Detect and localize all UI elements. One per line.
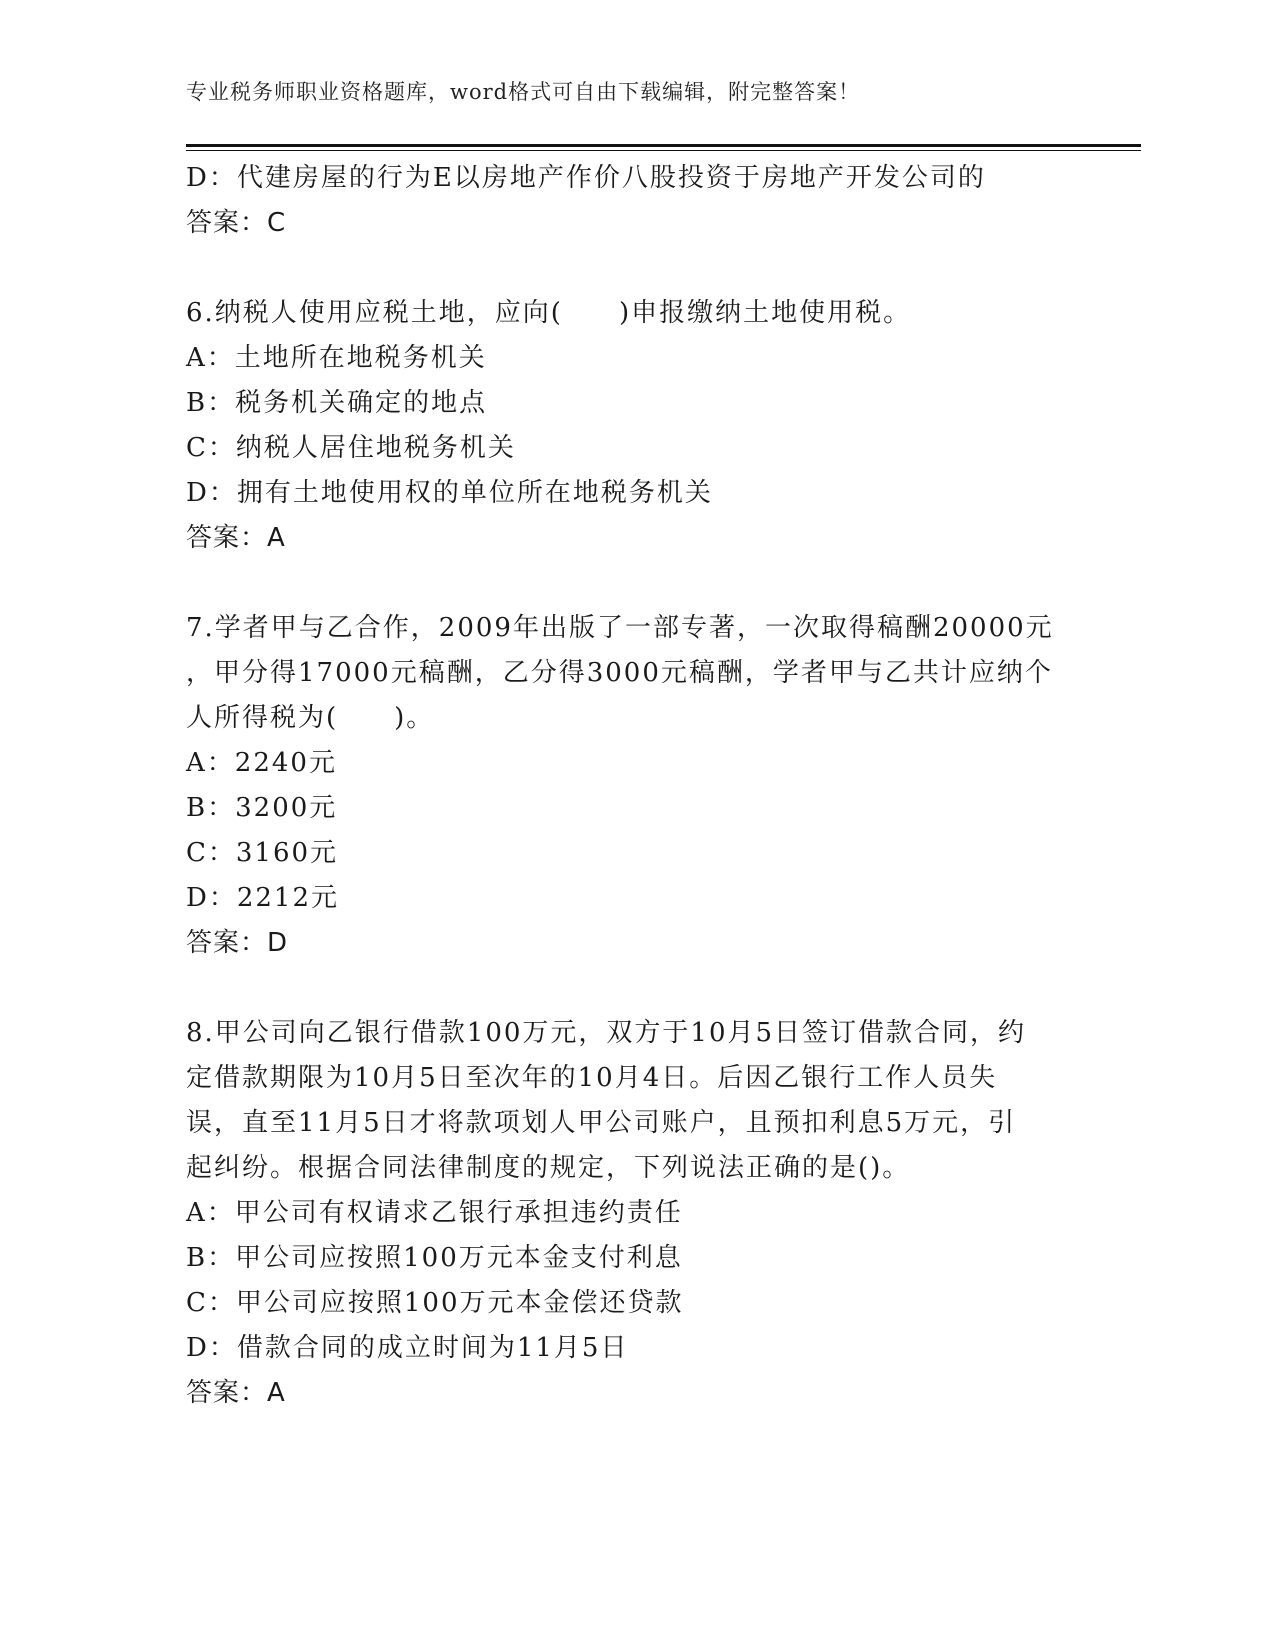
- spacer: [186, 966, 1086, 1011]
- q6-option-c: C：纳税人居住地税务机关: [186, 433, 516, 463]
- q6-option-d: D：拥有土地使用权的单位所在地税务机关: [186, 478, 713, 508]
- q8-option-b: B：甲公司应按照100万元本金支付利息: [186, 1243, 683, 1273]
- q6-answer: 答案：A: [186, 523, 286, 553]
- q7-stem-line-3: 人所得税为( )。: [186, 703, 435, 733]
- q6-stem: 6.纳税人使用应税土地，应向( )申报缴纳土地使用税。: [186, 298, 912, 328]
- q8-stem-line-3: 误，直至11月5日才将款项划人甲公司账户，且预扣利息5万元，引: [186, 1108, 1017, 1138]
- q5-option-d: D：代建房屋的行为E以房地产作价八股投资于房地产开发公司的: [186, 163, 986, 193]
- q8-stem-line-1: 8.甲公司向乙银行借款100万元，双方于10月5日签订借款合同，约: [186, 1018, 1027, 1048]
- q8-stem-line-2: 定借款期限为10月5日至次年的10月4日。后因乙银行工作人员失: [186, 1063, 998, 1093]
- spacer: [186, 561, 1086, 606]
- q7-option-c: C：3160元: [186, 838, 339, 868]
- q8-option-a: A：甲公司有权请求乙银行承担违约责任: [186, 1198, 683, 1228]
- q6-option-a: A：土地所在地税务机关: [186, 343, 487, 373]
- q7-stem-line-1: 7.学者甲与乙合作，2009年出版了一部专著，一次取得稿酬20000元: [186, 613, 1054, 643]
- q7-option-b: B：3200元: [186, 793, 338, 823]
- q7-stem-line-2: ，甲分得17000元稿酬，乙分得3000元稿酬，学者甲与乙共计应纳个: [186, 658, 1053, 688]
- q8-stem-line-4: 起纠纷。根据合同法律制度的规定，下列说法正确的是()。: [186, 1153, 911, 1183]
- q8-option-d: D：借款合同的成立时间为11月5日: [186, 1333, 629, 1363]
- header-rule-thin: [186, 150, 1141, 151]
- page-header: 专业税务师职业资格题库，word格式可自由下载编辑，附完整答案！: [186, 80, 861, 104]
- q6-option-b: B：税务机关确定的地点: [186, 388, 488, 418]
- spacer: [186, 246, 1086, 291]
- q7-option-a: A：2240元: [186, 748, 337, 778]
- q7-answer: 答案：D: [186, 928, 289, 958]
- document-body: [186, 156, 1086, 1416]
- q5-answer: 答案：C: [186, 208, 287, 238]
- q7-option-d: D：2212元: [186, 883, 340, 913]
- q8-option-c: C：甲公司应按照100万元本金偿还贷款: [186, 1288, 684, 1318]
- header-rule-thick: [186, 144, 1141, 147]
- q8-answer: 答案：A: [186, 1378, 286, 1408]
